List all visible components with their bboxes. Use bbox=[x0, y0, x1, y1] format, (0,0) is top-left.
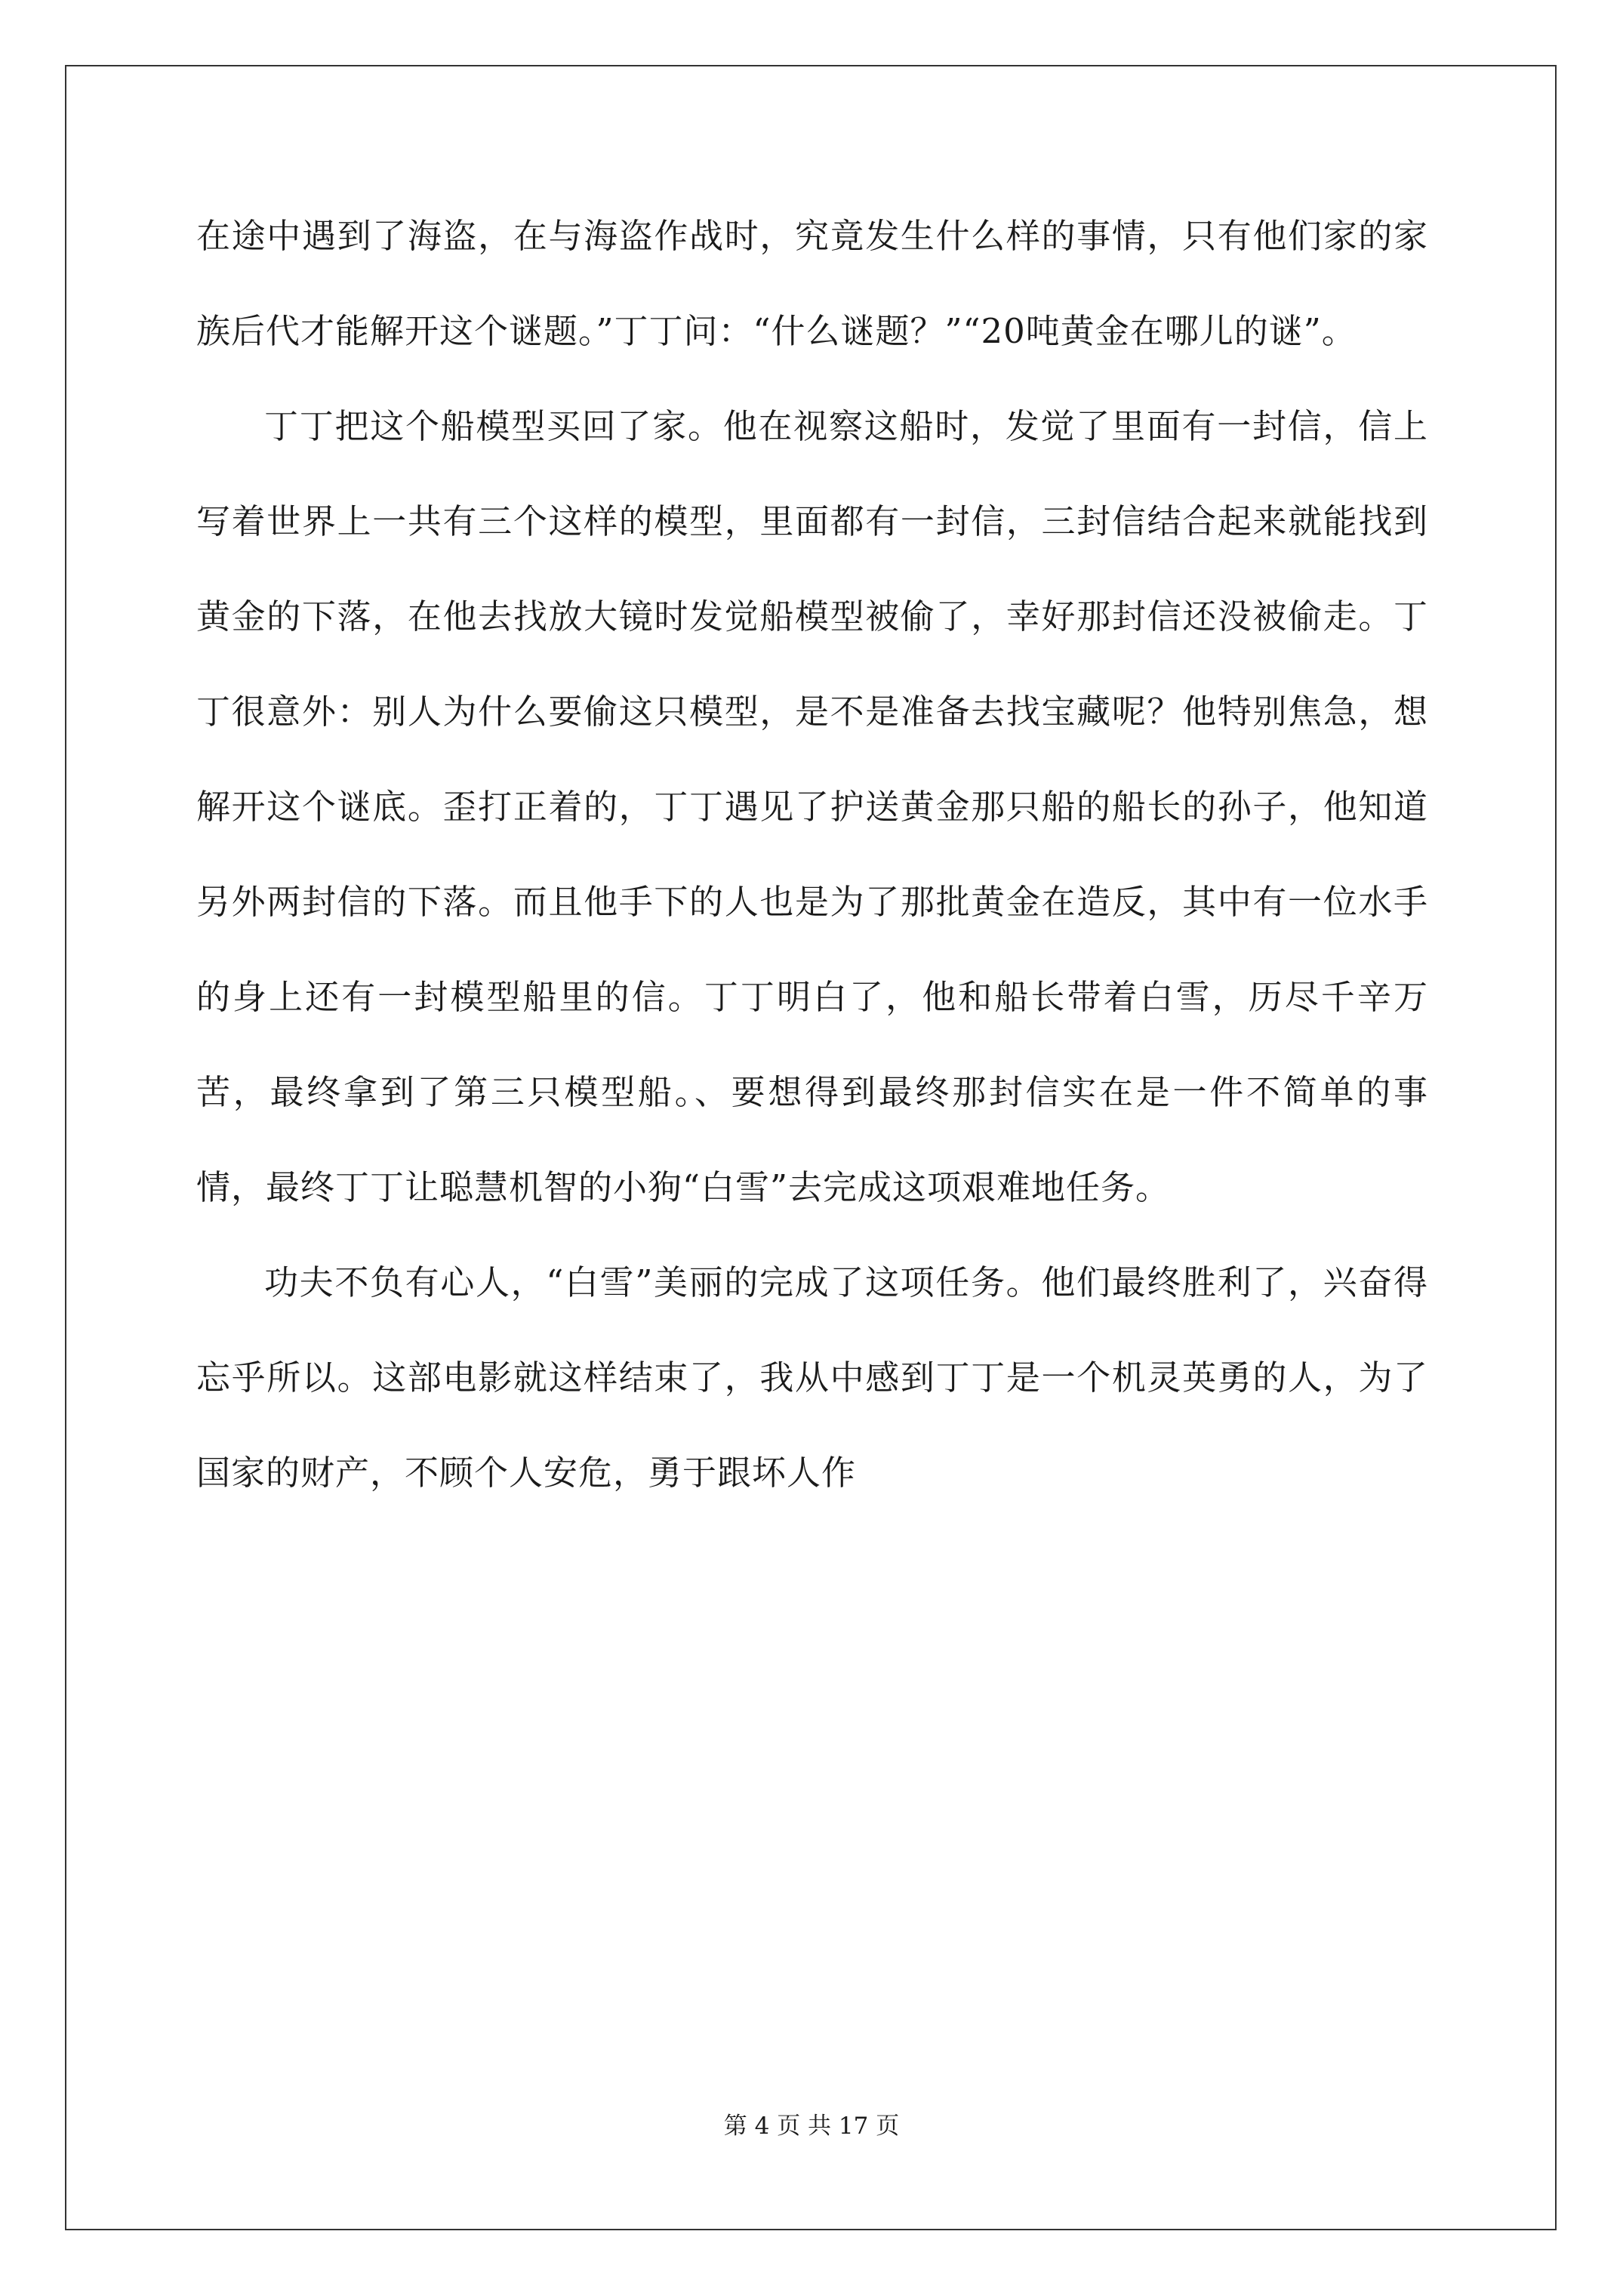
paragraph-3: 功夫不负有心人，“白雪”美丽的完成了这项任务。他们最终胜利了，兴奋得忘乎所以。这部电影就这样结束了，我从中感到丁丁是一个机灵英勇的人，为了国家的财产，不顾个人安危，勇于跟坏人作 bbox=[196, 1262, 1428, 1493]
paragraph-1: 在途中遇到了海盗，在与海盗作战时，究竟发生什么样的事情，只有他们家的家族后代才能解开这个谜题。”丁丁问：“什么谜题？”“20吨黄金在哪儿的谜”。 bbox=[196, 216, 1428, 351]
paragraph-2: 丁丁把这个船模型买回了家。他在视察这船时，发觉了里面有一封信，信上写着世界上一共有三个这样的模型，里面都有一封信，三封信结合起来就能找到黄金的下落，在他去找放大镜时发觉船模型被偷了，幸好那封信还没被偷走。丁丁很意外：别人为什么要偷这只模型，是不是准备去找宝藏呢？他特别焦急，想解开这个谜底。歪打正着的，丁丁遇见了护送黄金那只船的船长的孙子，他知道另外两封信的下落。而且他手下的人也是为了那批黄金在造反，其中有一位水手的身上还有一封模型船里的信。丁丁明白了，他和船长带着白雪，历尽千辛万苦，最终拿到了第三只模型船。、要想得到最终那封信实在是一件不简单的事情，最终丁丁让聪慧机智的小狗“白雪”去完成这项艰难地任务。 bbox=[196, 406, 1428, 1207]
page-number-footer: 第 4 页 共 17 页 bbox=[723, 2113, 900, 2140]
document-body bbox=[196, 189, 1428, 1521]
